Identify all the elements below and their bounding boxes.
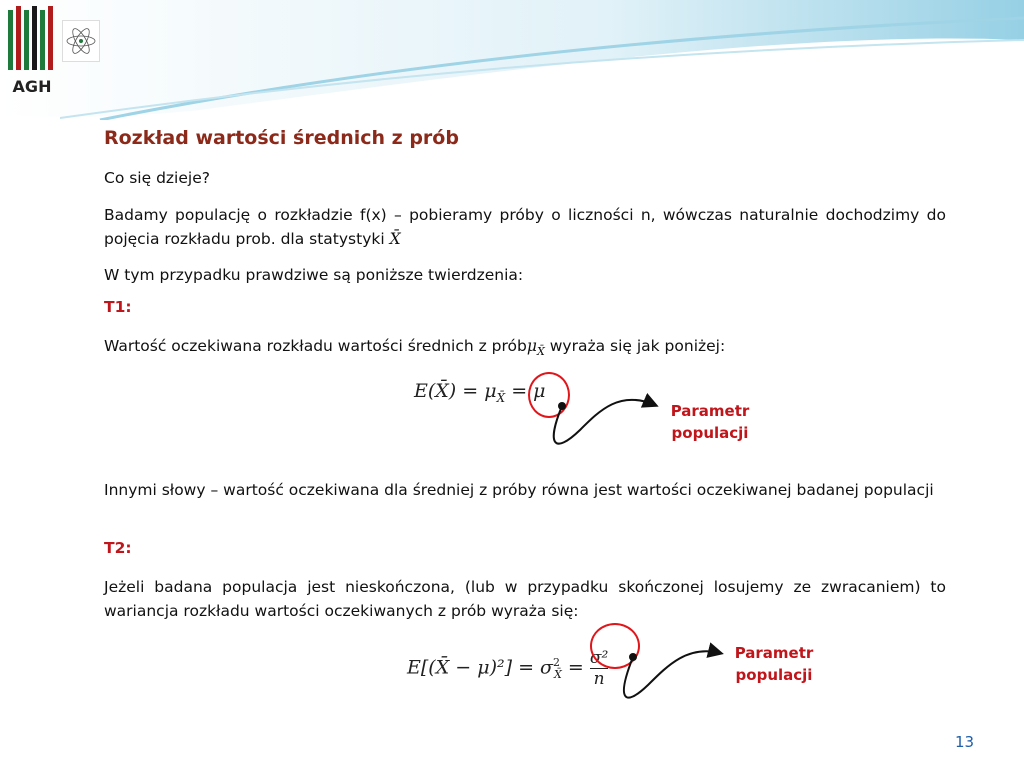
parameter-note-1-line1: Parametr <box>670 402 750 420</box>
formula1-rhs: μ <box>533 380 546 402</box>
formula2-numerator: σ² <box>589 648 609 668</box>
theorem-1-label: T1: <box>104 298 132 316</box>
arrow-to-parameter-1 <box>540 385 670 455</box>
x-bar-symbol: X̄ <box>389 230 401 248</box>
formula1-mid-sub: X̄ <box>496 390 506 405</box>
formula1-lhs: E(X̄) <box>414 380 457 402</box>
page-number: 13 <box>955 733 975 751</box>
paragraph-intro-text: Badamy populację o rozkładzie f(x) – pobieramy próby o liczności n, wówczas naturalnie dochodzimy do pojęcia rozkładu prob. dla statystyki <box>104 206 946 248</box>
paragraph-t1 <box>104 334 946 364</box>
formula2-mid: σ <box>540 656 554 679</box>
mu-symbol: μ <box>526 337 537 355</box>
paragraph-t2: Jeżeli badana populacja jest nieskończona, (lub w przypadku skończonej losujemy ze zwracaniem) to wariancja rozkładu wartości oczekiwanych z prób wyraża się: <box>104 578 946 620</box>
formula2-lhs: E[(X̄ − μ)²] <box>407 656 513 679</box>
formula2-mid-sup: 2 <box>553 656 561 670</box>
formula-variance <box>407 648 608 689</box>
formula2-mid-sub: X̄ <box>554 668 562 682</box>
atom-logo <box>62 20 100 62</box>
formula1-mid: μ <box>484 380 497 402</box>
parameter-note-2-line2: populacji <box>735 666 813 684</box>
paragraph-theorems: W tym przypadku prawdziwe są poniższe twierdzenia: <box>104 266 524 284</box>
parameter-note-1-line2: populacji <box>671 424 749 442</box>
parameter-note-2-line1: Parametr <box>734 644 814 662</box>
agh-logo-text: AGH <box>12 77 52 96</box>
formula2-denominator: n <box>593 669 605 689</box>
paragraph-intro <box>104 203 946 251</box>
theorem-2-label: T2: <box>104 539 132 557</box>
parameter-note-2 <box>724 642 824 686</box>
arrow-to-parameter-2 <box>608 640 738 710</box>
question-text: Co się dzieje? <box>104 169 210 187</box>
formula1-eq1: = <box>462 380 479 402</box>
paragraph-t1-text-b: wyraża się jak poniżej: <box>544 337 726 355</box>
formula2-eq2: = <box>567 656 584 679</box>
slide-title: Rozkład wartości średnich z prób <box>104 127 459 149</box>
header-wave-background <box>0 0 1024 120</box>
mu-subscript: X̄ <box>536 345 545 359</box>
formula-expected-value <box>414 380 546 405</box>
paragraph-t1-text-a: Wartość oczekiwana rozkładu wartości średnich z prób <box>104 337 527 355</box>
agh-logo <box>4 4 60 96</box>
formula2-eq1: = <box>518 656 534 679</box>
paragraph-in-other-words: Innymi słowy – wartość oczekiwana dla średniej z próby równa jest wartości oczekiwanej badanej populacji <box>104 481 934 499</box>
formula1-eq2: = <box>511 380 528 402</box>
parameter-note-1 <box>660 400 760 444</box>
